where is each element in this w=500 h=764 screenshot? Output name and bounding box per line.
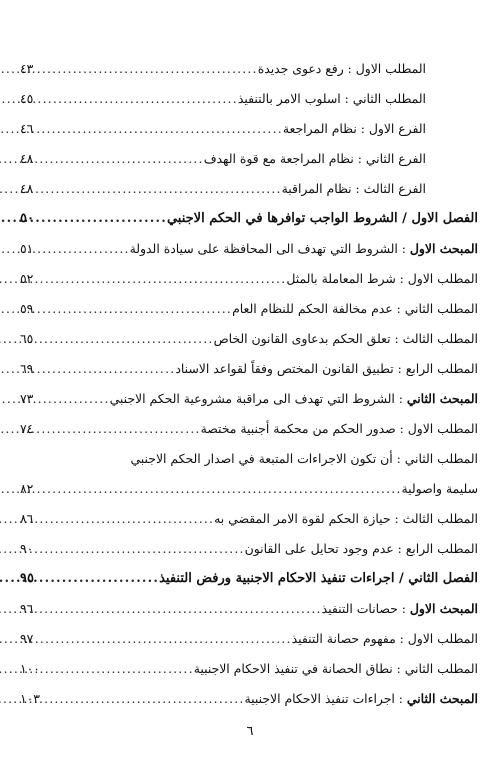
toc-dot-leader (44, 684, 245, 714)
toc-entry-title (130, 234, 478, 264)
toc-entry-title (232, 294, 478, 324)
toc-entry (20, 54, 478, 84)
toc-entry-text: الفصل الاول / الشروط الواجب توافرها في الحكم الاجنبي (166, 211, 478, 226)
toc-entry-text: سليمة واصولية (401, 481, 478, 496)
toc-entry-page: ٥٩ (20, 301, 34, 316)
toc-entry-page: ٤٦ (20, 121, 34, 136)
toc-entry (20, 444, 478, 474)
toc-entry-title (159, 564, 478, 594)
toc-entry-title (204, 144, 426, 174)
toc-entry-page: ٩٠ (20, 541, 34, 556)
toc-entry-page: ٤٣ (20, 61, 34, 76)
toc-entry-page: ٤٨ (20, 151, 34, 166)
toc-entry (20, 294, 478, 324)
toc-entry-title (283, 114, 426, 144)
toc-dot-leader (44, 204, 167, 234)
toc-dot-leader (44, 84, 238, 114)
toc-entry-text: المطلب الثالث : تعلق الحكم بدعاوى القانون الخاص (213, 331, 478, 346)
toc-entry-title (201, 414, 478, 444)
toc-dot-leader (44, 564, 159, 594)
toc-dot-leader (44, 624, 292, 654)
toc-entry-text: : الشروط التي تهدف الى المحافظة على سيادة الدولة (129, 241, 410, 256)
toc-dot-leader (44, 234, 130, 264)
toc-entry-title (258, 54, 426, 84)
toc-dot-leader (44, 114, 283, 144)
toc-entry-text: المطلب الاول : مفهوم حصانة التنفيذ (291, 631, 478, 646)
toc-entry-text: المطلب الرابع : تطبيق القانون المختص وفقاً لقواعد الاسناد (175, 361, 478, 376)
toc-entry-title (214, 324, 478, 354)
toc-entry-page: ٤٥ (20, 91, 34, 106)
toc-entry (20, 354, 478, 384)
toc-dot-leader (44, 534, 245, 564)
toc-entry (20, 384, 478, 414)
toc-dot-leader (44, 324, 214, 354)
toc-entry (20, 564, 478, 594)
toc-entry-title (245, 684, 478, 714)
toc-entry (20, 594, 478, 624)
toc-entry-text: المطلب الثاني : نطاق الحصانة في تنفيذ الاحكام الاجنبية (193, 661, 478, 676)
toc-entry (20, 144, 478, 174)
toc-entry (20, 474, 478, 504)
toc-entry-text: الفرع الثالث : نظام المراقبة (281, 181, 426, 196)
toc-entry-text: المطلب الاول : رفع دعوى جديدة (257, 61, 426, 76)
toc-entry-title (402, 474, 478, 504)
toc-entry (20, 534, 478, 564)
toc-entry-title (110, 384, 478, 414)
toc-entry-page: ١٠٠ (20, 661, 40, 676)
toc-entry-text: المطلب الثاني : عدم مخالفة الحكم للنظام العام (232, 301, 478, 316)
toc-entry-heading-label: المبحث الثاني (406, 391, 478, 406)
toc-entry-page: ٩٦ (20, 601, 34, 616)
toc-entry-text: المطلب الثاني : أن تكون الاجراءات المتبعة في اصدار الحكم الاجنبي (130, 451, 478, 466)
toc-entry-page: ٥١ (20, 241, 34, 256)
toc-entry-title (282, 174, 426, 204)
toc-entry-title (130, 444, 478, 474)
toc-entry-title (194, 654, 478, 684)
toc-entry-page: ٨٦ (20, 511, 34, 526)
toc-dot-leader (44, 54, 258, 84)
toc-entry-title (238, 84, 426, 114)
toc-entry (20, 504, 478, 534)
toc-entry-heading-label: المبحث الاول (409, 241, 478, 256)
toc-entry-title (214, 504, 478, 534)
toc-entry-text: الفرع الثاني : نظام المراجعة مع قوة الهدف (203, 151, 426, 166)
toc-entry-page: ٥٢ (20, 271, 34, 286)
toc-entry-text: المطلب الثاني : اسلوب الامر بالتنفيذ (237, 91, 426, 106)
toc-entry (20, 264, 478, 294)
toc-entry-text: المطلب الرابع : عدم وجود تحايل على القانون (244, 541, 478, 556)
toc-entry-title (292, 624, 478, 654)
toc-entry-page: ١٠٣ (20, 691, 40, 706)
toc-entry (20, 174, 478, 204)
toc-entry-text: المطلب الاول : صدور الحكم من محكمة أجنبية مختصة (200, 421, 478, 436)
toc-dot-leader (44, 384, 110, 414)
toc-entry-page: ٦٩ (20, 361, 34, 376)
toc-entry-text: : حصانات التنفيذ (321, 601, 410, 616)
toc-entry (20, 684, 478, 714)
toc-dot-leader (44, 414, 201, 444)
toc-entry (20, 84, 478, 114)
toc-dot-leader (44, 174, 282, 204)
toc-entry-page: ٦٥ (20, 331, 34, 346)
toc-entry-heading-label: المبحث الاول (409, 601, 478, 616)
toc-entry (20, 324, 478, 354)
toc-entry-page: ٤٨ (20, 181, 34, 196)
table-of-contents (20, 54, 478, 714)
toc-entry-text: : الشروط التي تهدف الى مراقبة مشروعية الحكم الاجنبي (109, 391, 407, 406)
toc-entry-text: الفرع الاول : نظام المراجعة (282, 121, 426, 136)
toc-entry-title (167, 204, 478, 234)
toc-entry (20, 624, 478, 654)
toc-entry-text: الفصل الثاني / اجراءات تنفيذ الاحكام الاجنبية ورفض التنفيذ (159, 571, 478, 586)
toc-entry-page: ٨٢ (20, 481, 34, 496)
toc-entry-title (286, 264, 478, 294)
toc-entry (20, 114, 478, 144)
toc-entry (20, 234, 478, 264)
toc-entry-page: ٩٧ (20, 631, 34, 646)
toc-entry-text: : اجراءات تنفيذ الاحكام الاجنبية (244, 691, 407, 706)
toc-dot-leader (44, 594, 322, 624)
toc-entry-title (245, 534, 478, 564)
toc-dot-leader (44, 654, 194, 684)
toc-dot-leader (44, 504, 214, 534)
toc-dot-leader (44, 354, 175, 384)
toc-entry-heading-label: المبحث الثاني (406, 691, 478, 706)
toc-entry-page: ٩٥ (20, 571, 34, 586)
toc-entry (20, 414, 478, 444)
toc-entry-page: ٥٠ (20, 211, 34, 226)
toc-entry (20, 654, 478, 684)
toc-entry (20, 204, 478, 234)
toc-entry-title (322, 594, 478, 624)
toc-entry-page: ٧٣ (20, 391, 34, 406)
toc-entry-title (175, 354, 478, 384)
toc-dot-leader (44, 264, 286, 294)
toc-dot-leader (44, 294, 232, 324)
toc-dot-leader (44, 144, 204, 174)
toc-entry-text: المطلب الاول : شرط المعاملة بالمثل (286, 271, 478, 286)
toc-entry-page: ٧٤ (20, 421, 34, 436)
toc-entry-text: المطلب الثالث : حيازة الحكم لقوة الامر المقضي به (214, 511, 478, 526)
toc-dot-leader (44, 474, 402, 504)
page-number: ٦ (246, 724, 254, 739)
